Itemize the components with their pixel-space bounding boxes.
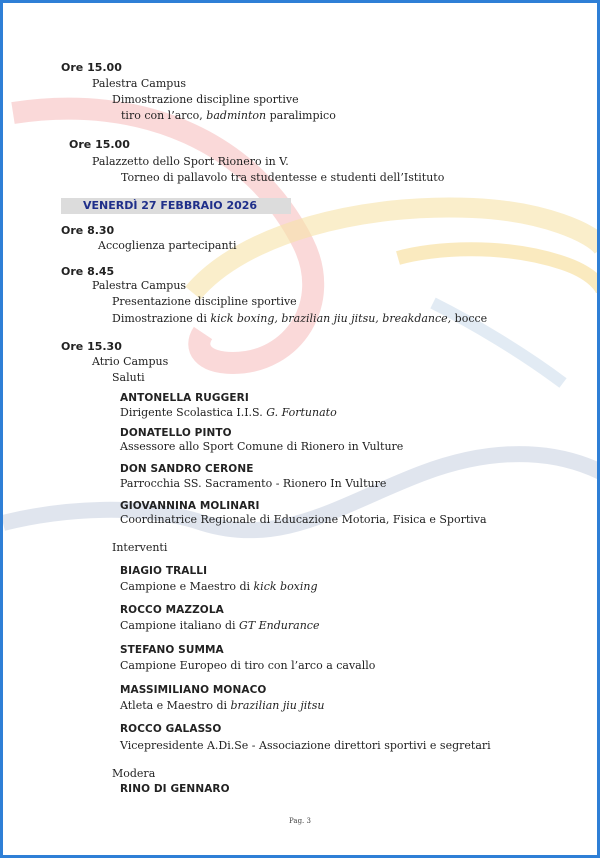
speaker-role: Campione Europeo di tiro con l’arco a cavallo xyxy=(120,659,376,672)
speaker-role: Atleta e Maestro di brazilian jiu jitsu xyxy=(120,699,325,712)
activity-s2-line1: Torneo di pallavolo tra studentesse e studenti dell’Istituto xyxy=(121,171,445,184)
speaker-name: ANTONELLA RUGGERI xyxy=(120,392,249,404)
place-s4: Palestra Campus xyxy=(92,279,187,292)
speaker-role: Parrocchia SS. Sacramento - Rionero In Vulture xyxy=(120,477,387,490)
speaker-name: STEFANO SUMMA xyxy=(120,644,224,656)
speaker-name: DON SANDRO CERONE xyxy=(120,463,254,475)
time-s1: Ore 15.00 xyxy=(61,61,122,74)
time-s4: Ore 8.45 xyxy=(61,265,115,278)
place-s2: Palazzetto dello Sport Rionero in V. xyxy=(92,155,289,168)
speaker-role: Dirigente Scolastica I.I.S. G. Fortunato xyxy=(120,406,337,419)
place-s1: Palestra Campus xyxy=(92,77,187,90)
speaker-name: MASSIMILIANO MONACO xyxy=(120,684,267,696)
modera-heading: Modera xyxy=(112,767,156,780)
speaker-name: BIAGIO TRALLI xyxy=(120,565,208,577)
activity-s3-line1: Accoglienza partecipanti xyxy=(98,239,237,252)
speaker-name: DONATELLO PINTO xyxy=(120,427,232,439)
day-heading: VENERDÌ 27 FEBBRAIO 2026 xyxy=(83,199,258,212)
time-s5: Ore 15.30 xyxy=(61,340,122,353)
time-s2: Ore 15.00 xyxy=(69,138,130,151)
activity-s1-line2: tiro con l’arco, badminton paralimpico xyxy=(121,109,336,122)
activity-s1-line1: Dimostrazione discipline sportive xyxy=(112,93,299,106)
interventi-heading: Interventi xyxy=(112,541,168,554)
saluti-heading: Saluti xyxy=(112,371,145,384)
speaker-name: GIOVANNINA MOLINARI xyxy=(120,500,260,512)
background-swoosh-graphic xyxy=(3,3,600,858)
speaker-role: Coordinatrice Regionale di Educazione Motoria, Fisica e Sportiva xyxy=(120,513,487,526)
speaker-role: Vicepresidente A.Di.Se - Associazione direttori sportivi e segretari xyxy=(120,739,491,752)
time-s3: Ore 8.30 xyxy=(61,224,115,237)
speaker-role: Assessore allo Sport Comune di Rionero in Vulture xyxy=(120,440,404,453)
speaker-role: Campione e Maestro di kick boxing xyxy=(120,580,318,593)
day-heading-band xyxy=(61,198,291,214)
speaker-role: Campione italiano di GT Endurance xyxy=(120,619,320,632)
activity-s4-line2: Dimostrazione di kick boxing, brazilian jiu jitsu, breakdance, bocce xyxy=(112,312,488,325)
activity-s4-line1: Presentazione discipline sportive xyxy=(112,295,297,308)
speaker-name: ROCCO GALASSO xyxy=(120,723,222,735)
page-number: Pag. 3 xyxy=(289,817,311,825)
place-s5: Atrio Campus xyxy=(92,355,169,368)
moderator-name: RINO DI GENNARO xyxy=(120,783,230,795)
speaker-name: ROCCO MAZZOLA xyxy=(120,604,224,616)
